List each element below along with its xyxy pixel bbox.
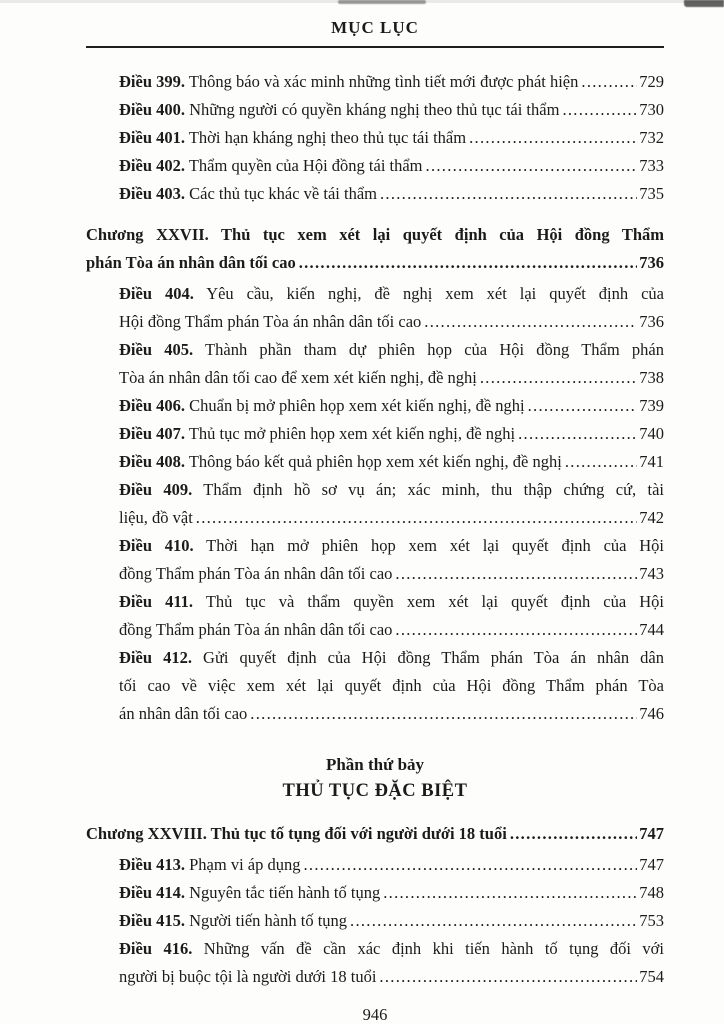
entry-text: Điều 407. Thủ tục mở phiên họp xem xét kiến nghị, đề nghị	[119, 424, 516, 443]
dot-leader	[383, 879, 637, 907]
dot-leader	[518, 420, 637, 448]
toc-row: Điều 411. Thủ tục và thẩm quyền xem xét lại quyết định của Hội	[119, 592, 664, 611]
entry-label: Điều 407.	[119, 424, 185, 443]
toc-entry	[86, 280, 664, 336]
entry-label: Điều 402.	[119, 156, 185, 175]
entry-text: Điều 406. Chuẩn bị mở phiên họp xem xét kiến nghị, đề nghị	[119, 396, 525, 415]
toc-entry	[86, 879, 664, 907]
entry-text: Hội đồng Thẩm phán Tòa án nhân dân tối cao	[119, 312, 422, 331]
toc-row	[119, 851, 664, 879]
toc-row	[119, 152, 664, 180]
entry-label: Điều 403.	[119, 184, 185, 203]
entry-text: Điều 400. Những người có quyền kháng nghị theo thủ tục tái thẩm	[119, 100, 560, 119]
page-content	[86, 0, 664, 1029]
dot-leader	[528, 392, 638, 420]
entry-page-number: 732	[639, 128, 664, 147]
toc-row	[119, 504, 664, 532]
toc-row: Điều 412. Gửi quyết định của Hội đồng Thẩm phán Tòa án nhân dân	[119, 648, 665, 667]
toc-entry	[86, 851, 664, 879]
dot-leader	[395, 560, 637, 588]
toc-entry	[86, 476, 664, 532]
entry-page-number: 729	[639, 72, 664, 91]
toc-row: Chương XXVII. Thủ tục xem xét lại quyết định của Hội đồng Thẩm	[86, 225, 664, 244]
toc-row	[119, 616, 664, 644]
entry-page-number: 743	[639, 564, 664, 583]
toc-row	[119, 560, 664, 588]
entry-page-number: 736	[639, 312, 664, 331]
part-label: Phần thứ bảy	[325, 755, 425, 774]
entry-page-number: 741	[639, 452, 664, 471]
dot-leader	[581, 68, 637, 96]
toc-row	[86, 249, 664, 277]
dot-leader	[350, 907, 637, 935]
entry-label: Điều 415.	[119, 911, 185, 930]
toc-list	[86, 68, 664, 991]
page-title: MỤC LỤC	[86, 18, 664, 48]
entry-page-number: 738	[639, 368, 664, 387]
entry-label: Điều 405.	[119, 340, 194, 359]
dot-leader	[379, 963, 637, 991]
entry-label: Điều 401.	[119, 128, 185, 147]
toc-entry	[86, 820, 664, 848]
entry-text: án nhân dân tối cao	[119, 704, 248, 723]
toc-row	[86, 820, 664, 848]
dot-leader	[196, 504, 637, 532]
entry-page-number: 740	[639, 424, 664, 443]
entry-text: Điều 408. Thông báo kết quả phiên họp xem xét kiến nghị, đề nghị	[119, 452, 562, 471]
entry-page-number: 730	[639, 100, 664, 119]
entry-label: Điều 411.	[119, 592, 194, 611]
toc-row	[119, 68, 664, 96]
entry-label: Điều 414.	[119, 883, 185, 902]
entry-page-number: 739	[639, 396, 664, 415]
entry-page-number: 742	[639, 508, 664, 527]
scan-smudge-artifact	[684, 0, 724, 7]
entry-page-number: 735	[639, 184, 664, 203]
toc-row	[119, 907, 664, 935]
entry-label: Chương XXVII.	[86, 225, 209, 244]
toc-entry	[86, 907, 664, 935]
entry-label: Điều 404.	[119, 284, 194, 303]
toc-entry	[86, 152, 664, 180]
entry-label: Điều 412.	[119, 648, 192, 667]
toc-row: Điều 416. Những vấn đề cần xác định khi tiến hành tố tụng đối với	[119, 939, 664, 958]
dot-leader	[510, 820, 637, 848]
dot-leader	[480, 364, 637, 392]
toc-row	[119, 879, 664, 907]
entry-label: Điều 416.	[119, 939, 193, 958]
entry-text: Điều 403. Các thủ tục khác về tái thẩm	[119, 184, 377, 203]
entry-text: Điều 402. Thẩm quyền của Hội đồng tái thẩm	[119, 156, 423, 175]
dot-leader	[304, 851, 638, 879]
toc-entry	[86, 588, 664, 644]
toc-row	[119, 448, 664, 476]
entry-text: Điều 414. Nguyên tắc tiến hành tố tụng	[119, 883, 381, 902]
entry-page-number: 747	[639, 824, 664, 843]
toc-row: Điều 409. Thẩm định hồ sơ vụ án; xác minh, thu thập chứng cứ, tài	[119, 480, 664, 499]
entry-text: đồng Thẩm phán Tòa án nhân dân tối cao	[119, 564, 393, 583]
toc-row	[119, 308, 664, 336]
toc-entry	[86, 532, 664, 588]
toc-row: Điều 404. Yêu cầu, kiến nghị, đề nghị xem xét lại quyết định của	[119, 284, 665, 303]
entry-text: đồng Thẩm phán Tòa án nhân dân tối cao	[119, 620, 393, 639]
dot-leader	[424, 308, 637, 336]
entry-label: Điều 413.	[119, 855, 185, 874]
dot-leader	[395, 616, 637, 644]
dot-leader	[426, 152, 638, 180]
entry-page-number: 733	[639, 156, 664, 175]
entry-text: liệu, đồ vật	[119, 508, 193, 527]
part-heading	[86, 752, 664, 804]
toc-row: Điều 410. Thời hạn mở phiên họp xem xét lại quyết định của Hội	[119, 536, 665, 555]
toc-row	[119, 700, 664, 728]
footer-page-number: 946	[362, 1005, 388, 1024]
part-title: THỦ TỤC ĐẶC BIỆT	[282, 781, 468, 801]
entry-text: người bị buộc tội là người dưới 18 tuổi	[119, 967, 377, 986]
dot-leader	[380, 180, 637, 208]
toc-row	[119, 124, 664, 152]
entry-label: Điều 400.	[119, 100, 185, 119]
toc-entry	[86, 644, 664, 728]
toc-entry	[86, 336, 664, 392]
toc-entry	[86, 96, 664, 124]
entry-text: Chương XXVIII. Thủ tục tố tụng đối với người dưới 18 tuổi	[86, 824, 507, 843]
toc-entry	[86, 68, 664, 96]
toc-row	[119, 96, 664, 124]
entry-label: Điều 409.	[119, 480, 193, 499]
toc-entry	[86, 935, 664, 991]
entry-page-number: 753	[639, 911, 664, 930]
entry-page-number: 744	[639, 620, 664, 639]
entry-page-number: 754	[639, 967, 664, 986]
toc-entry	[86, 221, 664, 277]
entry-text: phán Tòa án nhân dân tối cao	[86, 253, 296, 272]
entry-page-number: 746	[639, 704, 664, 723]
entry-text: Điều 415. Người tiến hành tố tụng	[119, 911, 348, 930]
toc-entry	[86, 448, 664, 476]
dot-leader	[469, 124, 637, 152]
entry-text: Điều 401. Thời hạn kháng nghị theo thủ tục tái thẩm	[119, 128, 467, 147]
dot-leader	[562, 96, 637, 124]
toc-row	[119, 420, 664, 448]
dot-leader	[565, 448, 637, 476]
toc-entry	[86, 180, 664, 208]
entry-text: Tòa án nhân dân tối cao để xem xét kiến nghị, đề nghị	[119, 368, 477, 387]
entry-text: Điều 413. Phạm vi áp dụng	[119, 855, 301, 874]
entry-label: Điều 406.	[119, 396, 185, 415]
toc-entry	[86, 124, 664, 152]
toc-row	[119, 180, 664, 208]
toc-row: tối cao về việc xem xét lại quyết định của Hội đồng Thẩm phán Tòa	[119, 676, 664, 695]
entry-label: Chương XXVIII.	[86, 824, 207, 843]
toc-row	[119, 963, 664, 991]
entry-label: Điều 408.	[119, 452, 185, 471]
dot-leader	[299, 249, 638, 277]
toc-entry	[86, 392, 664, 420]
toc-row	[119, 364, 664, 392]
entry-label: Điều 399.	[119, 72, 185, 91]
toc-row	[119, 392, 664, 420]
entry-text: Điều 399. Thông báo và xác minh những tình tiết mới được phát hiện	[119, 72, 579, 91]
entry-page-number: 748	[639, 883, 664, 902]
toc-row: Điều 405. Thành phần tham dự phiên họp của Hội đồng Thẩm phán	[119, 340, 665, 359]
dot-leader	[250, 700, 637, 728]
entry-label: Điều 410.	[119, 536, 194, 555]
entry-page-number: 736	[639, 253, 664, 272]
toc-entry	[86, 420, 664, 448]
entry-page-number: 747	[639, 855, 664, 874]
